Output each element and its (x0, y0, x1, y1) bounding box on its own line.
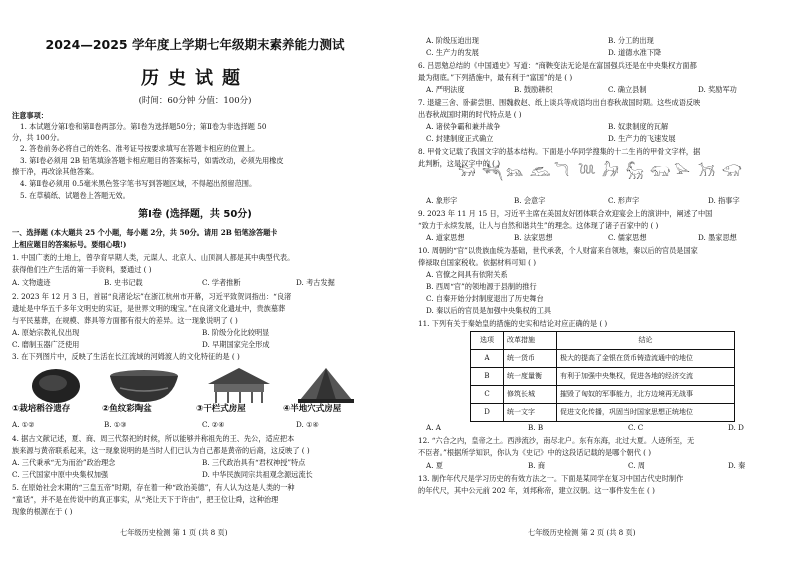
table-cell: 摧毁了匈奴的军事能力，北方边境再无战事 (557, 386, 735, 404)
table-cell: 有利于加强中央集权，促进各地的经济交流 (557, 368, 735, 386)
question-13: 13. 制作年代尺是学习历史的有效方法之一。下面是某同学在复习中国古代史时制作 (418, 474, 684, 483)
option: A. 象形字 (426, 196, 458, 205)
oracle-glyph-icon: 𓃵 (626, 164, 644, 180)
option: B. 阶级分化比较明显 (202, 328, 270, 337)
table-header-cell: 改革措施 (504, 332, 557, 350)
option: A. 夏 (426, 461, 443, 470)
option: D. 中华民族同宗共祖观念源远流长 (202, 470, 313, 479)
option: B. 分工的出现 (608, 36, 654, 45)
oracle-glyph-icon: 𓅪 (674, 164, 690, 180)
left-page (6, 0, 384, 561)
question-1: 1. 中国广袤的土地上，曾孕育早期人类，元谋人、北京人、山顶洞人都是其中典型代表。 (12, 253, 295, 262)
image-caption: ③干栏式房屋 (196, 404, 246, 414)
option: A. 三代秉承“无为而治”政治理念 (12, 458, 116, 467)
option: B. 三代政治具有“君权神授”特点 (202, 458, 306, 467)
note-line: 5. 在草稿纸、试题卷上答题无效。 (20, 191, 130, 200)
image-caption: ④半地穴式房屋 (283, 404, 342, 414)
note-line: 1. 本试题分第Ⅰ卷和第Ⅱ卷两部分。第Ⅰ卷为选择题50分；第Ⅱ卷为非选择题 50 (20, 122, 267, 131)
option: D. 秦以后的官员是加强中央集权的工具 (426, 306, 552, 315)
option: C. 形声字 (608, 196, 640, 205)
option: D. ①④ (296, 420, 319, 429)
table-cell: 统一度量衡 (504, 368, 557, 386)
question-10: 10. 周朝的“官”以贵族血统为基础，世代承袭，个人财富来自领地，秦以后的官员是国家 (418, 246, 698, 255)
option: B. 法家思想 (514, 233, 553, 242)
table-cell: 极大的提高了金银在货币铸造流通中的地位 (557, 350, 735, 368)
note-line: 3. 第Ⅰ卷必须用 2B 铅笔填涂答题卡相应题目的答案标号，如需改动，必须先用橡皮 (20, 156, 284, 165)
oracle-glyph-icon: 𓆙 (578, 164, 596, 180)
oracle-glyph-icon: 𓃗 (602, 164, 619, 180)
image-caption: ②鱼纹彩陶盆 (102, 404, 152, 414)
table-row (471, 350, 735, 368)
question-2: 与平民墓葬，在规模、葬具等方面都有很大的差异。这一现象说明了 ( ) (12, 316, 238, 325)
page-footer: 七年级历史检测 第 2 页 (共 8 页) (528, 528, 636, 537)
option: C. 确立县制 (608, 85, 647, 94)
option: D. 指事字 (708, 196, 740, 205)
rice-remains-image (26, 368, 86, 404)
option: A. 严明法度 (426, 85, 465, 94)
option: D. 考古发掘 (296, 278, 335, 287)
table-row (471, 386, 735, 404)
option: A. 阶级压迫出现 (426, 36, 479, 45)
option: D. 早期国家完全形成 (202, 340, 270, 349)
note-line: 2. 答卷前务必将自己的姓名、准考证号按要求填写在答题卡相应的位置上。 (20, 144, 260, 153)
oracle-glyph-icon: 𓃡 (698, 164, 716, 180)
option: B. 鼓励耕织 (514, 85, 553, 94)
note-line: 4. 第Ⅱ卷必须用 0.5毫米黑色签字笔书写到答题区域，不得超出预留范围。 (20, 179, 257, 188)
option: C. 封建制度正式确立 (426, 134, 494, 143)
note-line: 分，共 100分。 (12, 133, 64, 142)
question-5: 5. 在原始社会末期的“三皇五帝”时期，存在着一种“政治美德”，有人认为这是人类的一种 (12, 483, 295, 492)
option: C. 周 (628, 461, 645, 470)
question-11: 11. 下列有关于秦始皇的措施的史实和结论对应正确的是 ( ) (418, 319, 608, 328)
oracle-glyph-icon: 𓆈 (482, 164, 504, 180)
option: B. 商 (528, 461, 546, 470)
question-9: 9. 2023 年 11 月 15 日，习近平主席在美国友好团体联合欢迎宴会上的演讲中，阐述了中国 (418, 209, 713, 218)
question-5: 现象的根源在于 ( ) (12, 507, 73, 516)
option: A. 文物遗迹 (12, 278, 51, 287)
question-13: 的年代尺，其中公元前 202 年，刘邦称帝，建立汉朝。这一事件发生在 ( ) (418, 486, 655, 495)
table-header-cell: 选项 (471, 332, 504, 350)
option: C. 学者推断 (202, 278, 241, 287)
option: A. 诸侯争霸和兼并战争 (426, 122, 501, 131)
option: D. 生产力的飞速发展 (608, 134, 676, 143)
notes-heading: 注意事项： (12, 111, 48, 120)
option: B. 史书记载 (104, 278, 143, 287)
right-page (418, 0, 788, 561)
table-cell: 促进文化传播，巩固当时国家思想正统地位 (557, 404, 735, 422)
pottery-bowl-icon (106, 368, 182, 404)
table-cell: A (471, 350, 504, 368)
question-8: 8. 甲骨文记载了我国文字的基本结构。下面是小华同学搜集的十二生肖的甲骨文字样，据 (418, 147, 701, 156)
table-cell: D (471, 404, 504, 422)
option: D. 奖励军功 (698, 85, 737, 94)
question-3: 3. 在下列图片中，反映了生活在长江流域的河姆渡人的文化特征的是 ( ) (12, 352, 240, 361)
question-1: 获得他们生产生活的第一手资料，要通过 ( ) (12, 265, 152, 274)
question-9: “致力于永续发展，让人与自然和谐共生”的理念。这体现了诸子百家中的 ( ) (418, 221, 659, 230)
rice-grain-icon (26, 368, 86, 404)
question-7: 出春秋战国时期的时代特点是 ( ) (418, 110, 522, 119)
stilt-house-icon (202, 366, 276, 404)
table-row (471, 368, 735, 386)
semi-pit-house-image (296, 366, 356, 404)
option: C. ②④ (202, 420, 225, 429)
section-instruction: 一、选择题 (本大题共 25 个小题，每小题 2分，共 50分。请用 2B 铅笔涂答题卡 (12, 228, 278, 237)
option: B. 会意字 (514, 196, 546, 205)
time-score: (时间：60分钟 分值：100分) (138, 96, 252, 106)
question-10: 俸禄取自国家税收。依据材料可知 ( ) (418, 258, 536, 267)
option: A. ①② (12, 420, 35, 429)
question-4: 族来源与黄帝联系起来，这一现象说明的是当时人们已认为自己都是黄帝的后裔，这反映了 ( ) (12, 446, 310, 455)
image-caption: ①栽培稻谷遗存 (12, 404, 71, 414)
table-cell: 修筑长城 (504, 386, 557, 404)
table-cell: 统一货币 (504, 350, 557, 368)
oracle-glyph-icon: 𓃬 (506, 164, 524, 180)
oracle-glyph-icon: 𓆓 (554, 164, 569, 180)
stilt-house-image (202, 366, 276, 404)
option: B. 奴隶制度的瓦解 (608, 122, 669, 131)
option: C. 三代国家中原中央集权加强 (12, 470, 109, 479)
note-line: 擦干净，再改涂其他答案。 (12, 167, 99, 176)
option: A. 原始宗教礼仪出现 (12, 328, 80, 337)
oracle-glyph-icon: 𓃯 (650, 164, 671, 180)
section-title: 第Ⅰ卷 (选择题，共 50分) (138, 209, 252, 220)
question-6: 最为彻底。”下列措施中，最有利于“富国”的是 ( ) (418, 73, 573, 82)
subject-title: 历史试题 (141, 68, 249, 89)
question-5: “童话”，并不是在传说中的真正事实，从“尧让天下于许由”，把王位让舜，这种治理 (12, 495, 279, 504)
pottery-basin-image (106, 368, 182, 404)
oracle-glyph-icon: 𓃹 (530, 164, 551, 180)
table-cell: 统一文字 (504, 404, 557, 422)
question-2: 2. 2023 年 12 月 3 日，首届“良渚论坛”在浙江杭州市开幕，习近平致贺词指出：“良渚 (12, 292, 292, 301)
option: C. 儒家思想 (608, 233, 647, 242)
option: A. 道家思想 (426, 233, 465, 242)
option: D. 道德水准下降 (608, 48, 662, 57)
option: B. ①③ (104, 420, 127, 429)
question-12: 12. “六合之内，皇帝之土。西涉流沙，南尽北户。东有东海，北过大夏。人迹所至，无 (418, 436, 695, 445)
page-footer: 七年级历史检测 第 1 页 (共 8 页) (120, 528, 228, 537)
option: C. 自秦开始分封制度退出了历史舞台 (426, 294, 544, 303)
question-12: 不臣者。”根据所学知识，你认为《史记》中的这段话记载的是哪个朝代 ( ) (418, 448, 652, 457)
option: C. 磨制玉器广泛使用 (12, 340, 80, 349)
semi-pit-house-icon (296, 366, 356, 404)
option: D. 秦 (728, 461, 746, 470)
oracle-glyph-icon: 𓃟 (722, 164, 742, 180)
question-8: 此判断，这是汉字中的 ( ) (418, 159, 501, 168)
question-7: 7. 退避三舍、卧薪尝胆、围魏救赵、纸上谈兵等成语均出自春秋战国时期。这些成语反映 (418, 98, 701, 107)
table-cell: B (471, 368, 504, 386)
oracle-glyph-icon: 𓃒 (458, 164, 476, 180)
option: C. 生产力的发展 (426, 48, 479, 57)
table-cell: C (471, 386, 504, 404)
section-instruction: 上相应题目的答案标号。要细心哦!) (12, 240, 127, 249)
reform-table (470, 331, 735, 422)
question-6: 6. 吕思勉总结的《中国通史》写道：“商鞅变法无论是在富国强兵还是在中央集权方面都 (418, 61, 697, 70)
question-4: 4. 据古文献记述，夏、商、周三代祭祀的时候，所以能够并称祖先的王、先公，适应把本 (12, 434, 295, 443)
exam-title: 2024—2025 学年度上学期七年级期末素养能力测试 (45, 37, 345, 52)
table-header-row (471, 332, 735, 350)
table-row (471, 404, 735, 422)
option: D. 墨家思想 (698, 233, 737, 242)
question-2: 遗址是中华五千多年文明史的实证，是世界文明的瑰宝。”在良渚文化遗址中，贵族墓葬 (12, 304, 286, 313)
option: A. A (426, 423, 441, 432)
option: B. B (528, 423, 544, 432)
table-header-cell: 结论 (557, 332, 735, 350)
option: B. 西周“官”的领地源于县制的推行 (426, 282, 537, 291)
option: D. D (728, 423, 744, 432)
option: C. C (628, 423, 644, 432)
option: A. 官僚之间具有依附关系 (426, 270, 508, 279)
